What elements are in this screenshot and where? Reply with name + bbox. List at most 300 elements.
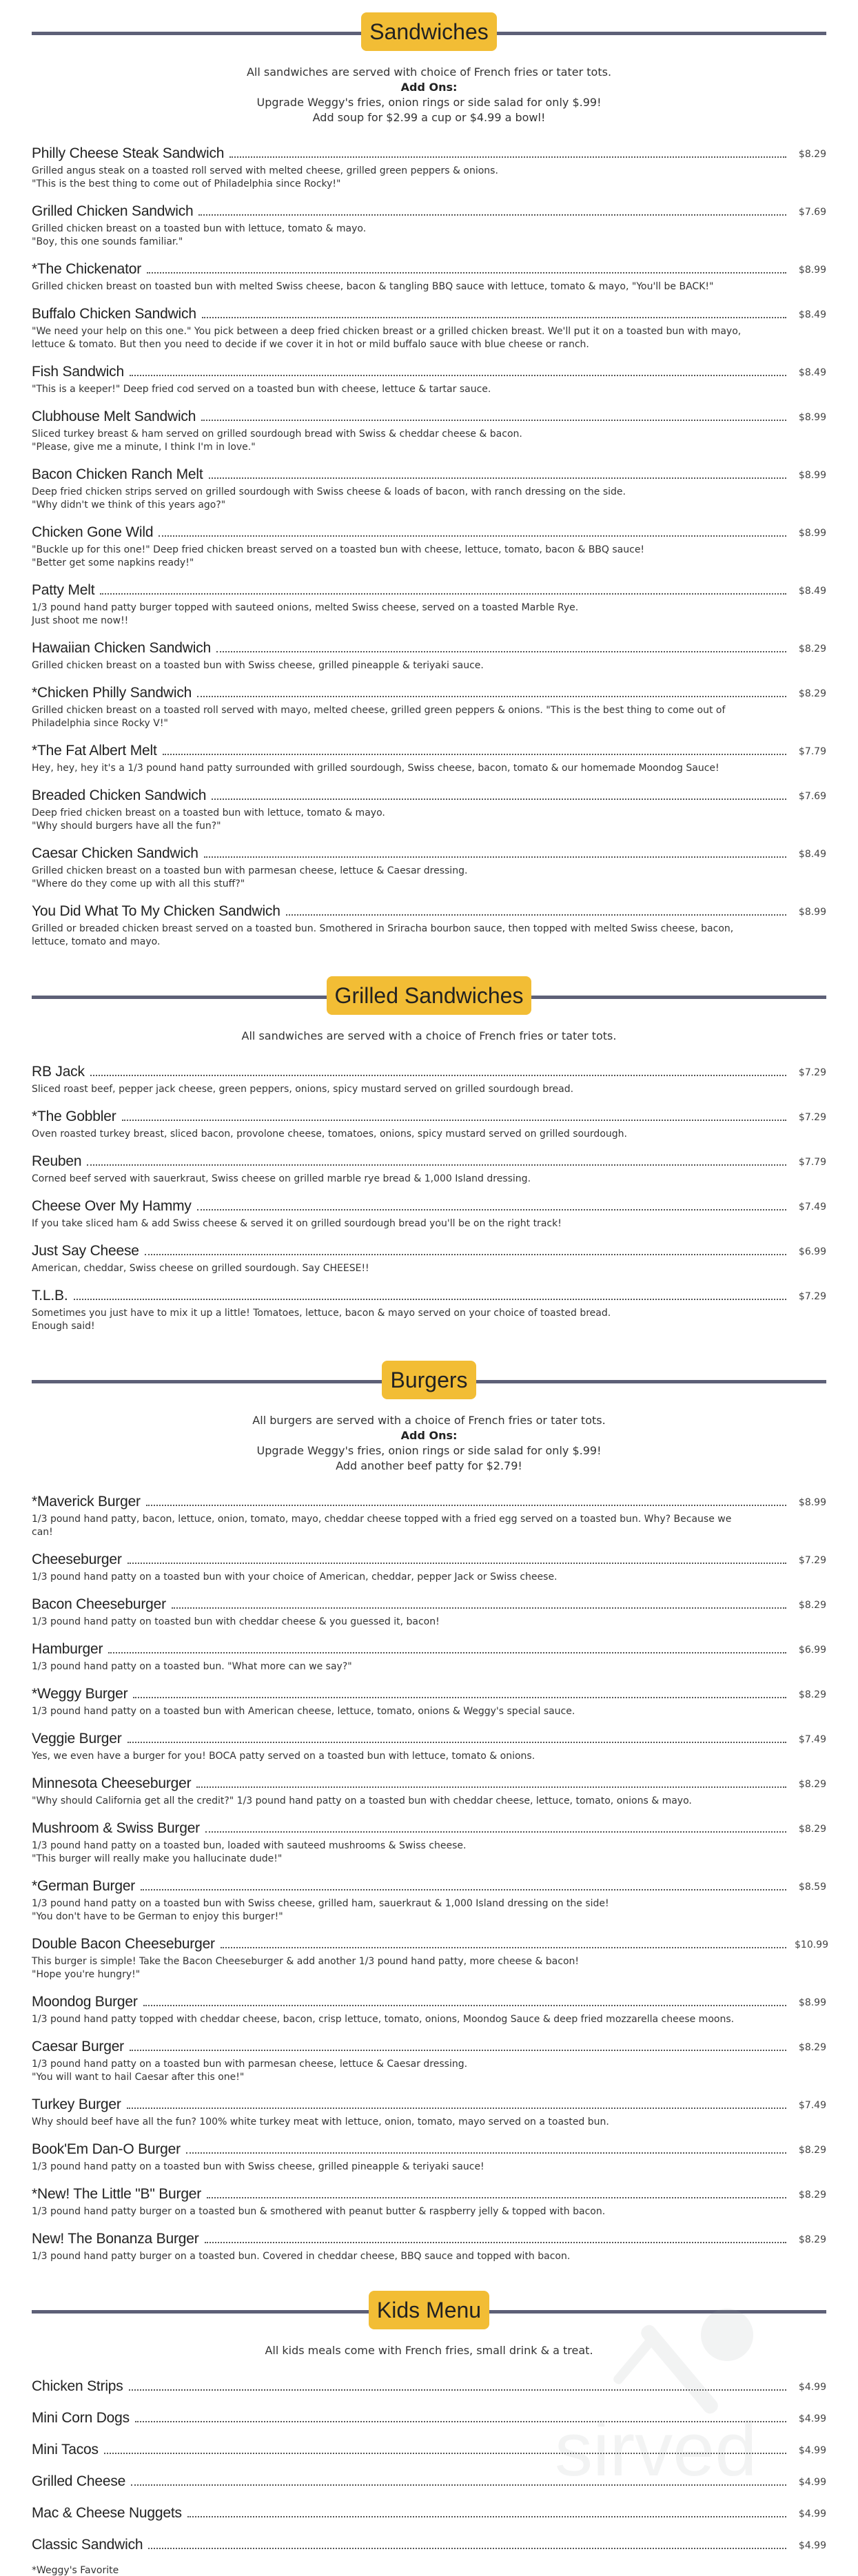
dotted-leader — [135, 2421, 786, 2422]
dotted-leader — [186, 2152, 786, 2154]
description-line: 1/3 pound hand patty on a toasted bun with Swiss cheese, grilled pineapple & teriyaki sauce! — [32, 2161, 484, 2172]
item-name: You Did What To My Chicken Sandwich — [32, 903, 280, 919]
menu-item-row — [32, 2409, 826, 2427]
description-line: lettuce & tomato. But then you need to decide if we cover it in hot or mild buffalo sauce with blue cheese or ranch. — [32, 339, 589, 350]
item-price: $8.99 — [798, 265, 826, 276]
item-description — [32, 1897, 826, 1924]
menu-item — [32, 742, 826, 775]
menu-page — [0, 12, 858, 2576]
dotted-leader — [147, 272, 786, 274]
description-line: 1/3 pound hand patty burger on a toasted bun. Covered in cheddar cheese, BBQ sauce and topped with bacon. — [32, 2251, 571, 2262]
item-name: Classic Sandwich — [32, 2537, 143, 2553]
intro-line: Add another beef patty for $2.79! — [336, 1459, 522, 1472]
item-name: Caesar Burger — [32, 2039, 124, 2054]
item-name: *The Fat Albert Melt — [32, 743, 157, 759]
description-line: "Buckle up for this one!" Deep fried chicken breast served on a toasted bun with cheese, lettuce, tomato, bacon & BBQ sauce! — [32, 544, 645, 555]
menu-item-row — [32, 2504, 826, 2522]
item-name: Philly Cheese Steak Sandwich — [32, 145, 225, 161]
description-line: "You don't have to be German to enjoy this burger!" — [32, 1911, 283, 1922]
menu-item — [32, 684, 826, 730]
item-description — [32, 486, 826, 512]
menu-item — [32, 2230, 826, 2263]
menu-item-row — [32, 1063, 826, 1081]
description-line: lettuce, tomato and mayo. — [32, 936, 161, 947]
item-name: Book'Em Dan-O Burger — [32, 2141, 181, 2157]
item-price: $7.29 — [798, 1291, 826, 1302]
description-line: American, cheddar, Swiss cheese on grilled sourdough. Say CHEESE!! — [32, 1263, 369, 1274]
dotted-leader — [159, 535, 786, 537]
menu-item — [32, 1153, 826, 1186]
item-price: $7.49 — [798, 2100, 826, 2111]
description-line: "Please, give me a minute, I think I'm in love." — [32, 442, 256, 453]
intro-line: All burgers are served with a choice of French fries or tater tots. — [252, 1414, 606, 1427]
item-name: Breaded Chicken Sandwich — [32, 787, 207, 803]
menu-item-row — [32, 203, 826, 220]
menu-item-row — [32, 787, 826, 805]
item-price: $4.99 — [798, 2477, 826, 2488]
dotted-leader — [229, 156, 786, 158]
description-line: Grilled chicken breast on a toasted bun with parmesan cheese, lettuce & Caesar dressing. — [32, 865, 468, 876]
description-line: Why should beef have all the fun? 100% white turkey meat with lettuce, onion, tomato, mayo served on a toasted bun. — [32, 2116, 609, 2127]
item-name: *Chicken Philly Sandwich — [32, 685, 192, 701]
menu-item — [32, 363, 826, 396]
menu-item-row — [32, 2378, 826, 2395]
menu-item-row — [32, 1820, 826, 1837]
description-line: 1/3 pound hand patty on toasted bun with cheddar cheese & you guessed it, bacon! — [32, 1616, 440, 1627]
item-price: $8.49 — [798, 849, 826, 860]
menu-item-row — [32, 363, 826, 381]
item-description — [32, 1128, 826, 1141]
description-line: 1/3 pound hand patty burger topped with sauteed onions, melted Swiss cheese, served on a toasted Marble Rye. — [32, 602, 579, 613]
menu-item — [32, 2185, 826, 2218]
description-line: "This burger will really make you hallucinate dude!" — [32, 1853, 283, 1864]
description-line: Sliced turkey breast & ham served on grilled sourdough bread with Swiss & cheddar cheese & bacon. — [32, 429, 522, 440]
dotted-leader — [202, 317, 786, 318]
intro-line: Upgrade Weggy's fries, onion rings or side salad for only $.99! — [256, 96, 602, 109]
dotted-leader — [146, 1505, 786, 1506]
intro-line: Add Ons: — [400, 81, 458, 94]
item-name: Fish Sandwich — [32, 364, 124, 380]
menu-item-row — [32, 639, 826, 657]
menu-item — [32, 1242, 826, 1275]
dotted-leader — [145, 1254, 786, 1255]
item-name: Just Say Cheese — [32, 1243, 139, 1259]
description-line: Deep fried chicken strips served on grilled sourdough with Swiss cheese & loads of bacon, with ranch dressing on the side. — [32, 486, 626, 497]
menu-item-row — [32, 466, 826, 484]
item-name: Cheese Over My Hammy — [32, 1198, 192, 1214]
item-name: Turkey Burger — [32, 2096, 121, 2112]
menu-item-row — [32, 1493, 826, 1511]
menu-items — [32, 2378, 826, 2554]
menu-item-row — [32, 2473, 826, 2491]
item-name: Double Bacon Cheeseburger — [32, 1936, 215, 1952]
description-line: Deep fried chicken breast on a toasted bun with lettuce, tomato & mayo. — [32, 807, 385, 818]
menu-item — [32, 1063, 826, 1096]
dotted-leader — [204, 856, 786, 858]
description-line: Corned beef served with sauerkraut, Swiss cheese on grilled marble rye bread & 1,000 Island dressing. — [32, 1173, 531, 1184]
menu-item-row — [32, 1596, 826, 1614]
section-title: Grilled Sandwiches — [327, 976, 532, 1015]
dotted-leader — [131, 2484, 786, 2486]
description-line: "Where do they come up with all this stuff?" — [32, 878, 245, 889]
description-line: Grilled chicken breast on a toasted roll served with mayo, melted cheese, grilled green peppers & onions. "This is the best thing to come out of — [32, 705, 726, 716]
item-name: Mac & Cheese Nuggets — [32, 2505, 182, 2521]
intro-line: All sandwiches are served with choice of French fries or tater tots. — [246, 65, 612, 79]
menu-item-row — [32, 684, 826, 702]
dotted-leader — [197, 1209, 786, 1210]
description-line: Enough said! — [32, 1321, 95, 1332]
dotted-leader — [127, 2108, 786, 2109]
description-line: Grilled chicken breast on a toasted bun with Swiss cheese, grilled pineapple & teriyaki sauce. — [32, 660, 484, 671]
menu-item-row — [32, 524, 826, 542]
menu-item-row — [32, 1242, 826, 1260]
item-description — [32, 1705, 826, 1718]
item-price: $4.99 — [798, 2413, 826, 2424]
menu-item — [32, 2141, 826, 2174]
item-price: $8.99 — [798, 1997, 826, 2008]
item-name: Mini Corn Dogs — [32, 2410, 130, 2426]
section-intro — [32, 1413, 826, 1474]
description-line: Grilled chicken breast on a toasted bun with lettuce, tomato & mayo. — [32, 223, 367, 234]
intro-line: All sandwiches are served with a choice of French fries or tater tots. — [241, 1029, 617, 1042]
menu-item-row — [32, 1197, 826, 1215]
description-line: "Hope you're hungry!" — [32, 1969, 141, 1980]
dotted-leader — [216, 651, 786, 652]
item-description — [32, 601, 826, 628]
menu-item — [32, 145, 826, 191]
dotted-leader — [129, 2389, 786, 2391]
item-price: $7.69 — [798, 791, 826, 802]
item-name: Caesar Chicken Sandwich — [32, 845, 198, 861]
dotted-leader — [130, 2050, 786, 2051]
menu-item — [32, 787, 826, 833]
item-price: $8.29 — [798, 2145, 826, 2156]
menu-item-row — [32, 145, 826, 163]
dotted-leader — [74, 1299, 787, 1300]
menu-item-row — [32, 1685, 826, 1703]
item-name: Clubhouse Melt Sandwich — [32, 409, 196, 424]
menu-item-row — [32, 2230, 826, 2248]
description-line: 1/3 pound hand patty on a toasted bun with Swiss cheese, grilled ham, sauerkraut & 1,000 Island dressing on the side! — [32, 1898, 609, 1909]
item-name: *The Gobbler — [32, 1109, 116, 1124]
item-name: T.L.B. — [32, 1288, 68, 1304]
item-description — [32, 2116, 826, 2129]
item-name: Grilled Chicken Sandwich — [32, 203, 194, 219]
item-price: $8.29 — [798, 1689, 826, 1700]
section-title: Sandwiches — [361, 12, 497, 51]
item-price: $6.99 — [798, 1645, 826, 1656]
menu-item — [32, 2038, 826, 2084]
item-price: $4.99 — [798, 2508, 826, 2520]
description-line: "This is the best thing to come out of Philadelphia since Rocky!" — [32, 178, 341, 189]
menu-item-row — [32, 2038, 826, 2056]
item-description — [32, 2205, 826, 2218]
item-description — [32, 865, 826, 891]
dotted-leader — [205, 2242, 787, 2243]
menu-item — [32, 1640, 826, 1673]
section-kids-menu — [0, 2291, 858, 2576]
item-price: $7.79 — [798, 746, 826, 757]
menu-item — [32, 1108, 826, 1141]
menu-item-row — [32, 1287, 826, 1305]
description-line: Just shoot me now!! — [32, 615, 129, 626]
item-price: $8.49 — [798, 309, 826, 320]
item-price: $7.29 — [798, 1067, 826, 1078]
item-name: Minnesota Cheeseburger — [32, 1775, 192, 1791]
item-price: $8.29 — [798, 2042, 826, 2053]
item-name: Cheeseburger — [32, 1552, 122, 1567]
item-price: $8.99 — [798, 412, 826, 423]
item-price: $8.29 — [798, 149, 826, 160]
section-title: Kids Menu — [369, 2291, 489, 2329]
dotted-leader — [141, 1889, 786, 1890]
menu-item-row — [32, 2536, 826, 2554]
item-description — [32, 762, 826, 775]
description-line: "Why should California get all the credit?" 1/3 pound hand patty on a toasted bun with cheddar cheese, lettuce, tomato, onions & mayo. — [32, 1795, 692, 1806]
item-price: $8.29 — [798, 1779, 826, 1790]
menu-item-row — [32, 742, 826, 760]
section-title: Burgers — [382, 1361, 476, 1399]
item-description — [32, 544, 826, 570]
item-description — [32, 1173, 826, 1186]
description-line: Sometimes you just have to mix it up a little! Tomatoes, lettuce, bacon & mayo served on your choice of toasted bread. — [32, 1308, 611, 1319]
item-description — [32, 1513, 826, 1539]
dotted-leader — [207, 2197, 786, 2198]
section-header — [32, 976, 826, 1018]
menu-items — [32, 1493, 826, 2263]
item-description — [32, 1217, 826, 1230]
menu-item-row — [32, 2441, 826, 2459]
menu-item-row — [32, 1730, 826, 1748]
menu-item-row — [32, 408, 826, 426]
menu-items — [32, 1063, 826, 1333]
menu-item — [32, 2536, 826, 2554]
item-description — [32, 428, 826, 454]
item-price: $8.49 — [798, 367, 826, 378]
menu-item — [32, 1877, 826, 1924]
item-description — [32, 2250, 826, 2263]
dotted-leader — [198, 214, 786, 216]
item-price: $4.99 — [798, 2540, 826, 2551]
description-line: This burger is simple! Take the Bacon Cheeseburger & add another 1/3 pound hand patty, more cheese & bacon! — [32, 1956, 580, 1967]
dotted-leader — [197, 696, 786, 697]
description-line: Hey, hey, hey it's a 1/3 pound hand patty surrounded with grilled sourdough, Swiss cheese, bacon, tomato & our homemade Moondog Sauce! — [32, 763, 719, 774]
item-price: $10.99 — [795, 1939, 828, 1950]
item-name: Patty Melt — [32, 582, 95, 598]
item-name: Hamburger — [32, 1641, 103, 1657]
item-description — [32, 1083, 826, 1096]
item-name: New! The Bonanza Burger — [32, 2231, 199, 2247]
description-line: Sliced roast beef, pepper jack cheese, green peppers, onions, spicy mustard served on grilled sourdough bread. — [32, 1084, 574, 1095]
description-line: 1/3 pound hand patty on a toasted bun, loaded with sauteed mushrooms & Swiss cheese. — [32, 1840, 467, 1851]
item-name: Mini Tacos — [32, 2442, 99, 2457]
item-price: $8.29 — [798, 1600, 826, 1611]
description-line: "You will want to hail Caesar after this one!" — [32, 2072, 245, 2083]
item-name: Moondog Burger — [32, 1994, 138, 2010]
item-name: *New! The Little "B" Burger — [32, 2186, 202, 2202]
menu-item-row — [32, 903, 826, 920]
menu-item-row — [32, 1108, 826, 1126]
menu-item — [32, 903, 826, 949]
menu-item — [32, 1685, 826, 1718]
section-grilled-sandwiches — [0, 976, 858, 1333]
item-description — [32, 1840, 826, 1866]
item-description — [32, 1750, 826, 1763]
menu-item — [32, 581, 826, 628]
dotted-leader — [108, 1652, 786, 1653]
menu-item-row — [32, 1640, 826, 1658]
item-name: Chicken Strips — [32, 2378, 123, 2394]
item-name: Reuben — [32, 1153, 82, 1169]
dotted-leader — [201, 420, 786, 421]
item-name: RB Jack — [32, 1064, 85, 1080]
description-line: 1/3 pound hand patty burger on a toasted bun & smothered with peanut butter & raspberry jelly & topped with bacon. — [32, 2206, 606, 2217]
dotted-leader — [127, 1563, 786, 1564]
description-line: 1/3 pound hand patty on a toasted bun with your choice of American, cheddar, pepper Jack or Swiss cheese. — [32, 1572, 558, 1583]
menu-item-row — [32, 1153, 826, 1171]
menu-item — [32, 2441, 826, 2459]
item-price: $4.99 — [798, 2445, 826, 2456]
dotted-leader — [87, 1164, 786, 1166]
dotted-leader — [205, 1831, 786, 1833]
item-description — [32, 1955, 826, 1981]
item-description — [32, 1262, 826, 1275]
description-line: "This is a keeper!" Deep fried cod served on a toasted bun with cheese, lettuce & tartar sauce. — [32, 384, 491, 395]
description-line: Philadelphia since Rocky V!" — [32, 718, 168, 729]
item-price: $8.29 — [798, 688, 826, 699]
item-description — [32, 2058, 826, 2084]
description-line: "We need your help on this one." You pick between a deep fried chicken breast or a grilled chicken breast. We'll put it on a toasted bun with mayo, — [32, 326, 742, 337]
menu-item — [32, 2409, 826, 2427]
menu-item — [32, 524, 826, 570]
menu-item — [32, 260, 826, 293]
menu-item-row — [32, 1877, 826, 1895]
description-line: "Boy, this one sounds familiar." — [32, 236, 183, 247]
menu-item — [32, 2473, 826, 2491]
item-description — [32, 2161, 826, 2174]
menu-item-row — [32, 581, 826, 599]
item-price: $7.49 — [798, 1202, 826, 1213]
dotted-leader — [122, 1120, 786, 1121]
item-price: $7.69 — [798, 207, 826, 218]
dotted-leader — [100, 593, 786, 595]
item-price: $7.29 — [798, 1555, 826, 1566]
item-description — [32, 1616, 826, 1629]
item-price: $8.49 — [798, 586, 826, 597]
section-header — [32, 2291, 826, 2332]
dotted-leader — [187, 2516, 786, 2517]
description-line: Grilled angus steak on a toasted roll served with melted cheese, grilled green peppers & onions. — [32, 165, 498, 176]
menu-item-row — [32, 2141, 826, 2158]
dotted-leader — [196, 1786, 786, 1788]
description-line: "Why should burgers have all the fun?" — [32, 821, 221, 832]
item-price: $6.99 — [798, 1246, 826, 1257]
item-description — [32, 923, 826, 949]
item-name: Mushroom & Swiss Burger — [32, 1820, 200, 1836]
section-intro — [32, 1029, 826, 1044]
item-description — [32, 280, 826, 293]
item-price: $8.29 — [798, 1824, 826, 1835]
item-price: $8.59 — [798, 1882, 826, 1893]
item-name: *The Chickenator — [32, 261, 142, 277]
item-price: $8.99 — [798, 528, 826, 539]
description-line: "Why didn't we think of this years ago?" — [32, 499, 226, 511]
dotted-leader — [133, 1697, 786, 1698]
item-description — [32, 1660, 826, 1673]
menu-item-row — [32, 1993, 826, 2011]
item-description — [32, 1307, 826, 1333]
menu-item-row — [32, 1551, 826, 1569]
menu-item — [32, 1993, 826, 2026]
item-name: *Weggy Burger — [32, 1686, 128, 1702]
watermark-text: sirved — [555, 2407, 757, 2492]
section-intro — [32, 65, 826, 125]
item-description — [32, 704, 826, 730]
description-line: 1/3 pound hand patty topped with cheddar cheese, bacon, crisp lettuce, tomato, onions, Moondog Sauce & deep fried mozzarella cheese moons. — [32, 2014, 735, 2025]
item-price: $8.99 — [798, 470, 826, 481]
item-description — [32, 383, 826, 396]
description-line: 1/3 pound hand patty on a toasted bun. "What more can we say?" — [32, 1661, 352, 1672]
section-sandwiches — [0, 12, 858, 949]
menu-item — [32, 639, 826, 672]
menu-item — [32, 1935, 826, 1981]
description-line: If you take sliced ham & add Swiss cheese & served it on grilled sourdough bread you'll be on the right track! — [32, 1218, 562, 1229]
item-name: Chicken Gone Wild — [32, 524, 154, 540]
menu-item — [32, 1775, 826, 1808]
menu-item-row — [32, 845, 826, 863]
intro-line: All kids meals come with French fries, small drink & a treat. — [265, 2344, 593, 2357]
description-line: Grilled or breaded chicken breast served on a toasted bun. Smothered in Sriracha bourbon sauce, then topped with melted Swiss cheese, bacon, — [32, 923, 734, 934]
intro-line: Add soup for $2.99 a cup or $4.99 a bowl! — [312, 111, 546, 124]
dotted-leader — [90, 1075, 786, 1076]
menu-item — [32, 1596, 826, 1629]
description-line: "Better get some napkins ready!" — [32, 557, 194, 568]
item-name: Bacon Chicken Ranch Melt — [32, 466, 203, 482]
item-price: $8.99 — [798, 907, 826, 918]
item-name: Hawaiian Chicken Sandwich — [32, 640, 211, 656]
menu-item-row — [32, 305, 826, 323]
menu-items — [32, 145, 826, 949]
menu-item-row — [32, 260, 826, 278]
section-header — [32, 12, 826, 54]
description-line: 1/3 pound hand patty on a toasted bun with American cheese, lettuce, tomato, onions & Weggy's special sauce. — [32, 1706, 575, 1717]
section-burgers — [0, 1361, 858, 2263]
favorite-footnote: *Weggy's Favorite — [32, 2565, 119, 2576]
item-price: $7.79 — [798, 1157, 826, 1168]
item-description — [32, 325, 826, 351]
dotted-leader — [130, 375, 786, 376]
section-header — [32, 1361, 826, 1402]
menu-item-row — [32, 2096, 826, 2114]
menu-item-row — [32, 1775, 826, 1793]
item-price: $8.99 — [798, 1497, 826, 1508]
item-name: Veggie Burger — [32, 1731, 122, 1746]
menu-item — [32, 2096, 826, 2129]
item-description — [32, 659, 826, 672]
menu-item-row — [32, 2185, 826, 2203]
item-description — [32, 2013, 826, 2026]
menu-item — [32, 203, 826, 249]
menu-item — [32, 305, 826, 351]
dotted-leader — [104, 2453, 786, 2454]
item-name: Grilled Cheese — [32, 2473, 126, 2489]
item-name: Bacon Cheeseburger — [32, 1596, 166, 1612]
description-line: 1/3 pound hand patty on a toasted bun with parmesan cheese, lettuce & Caesar dressing. — [32, 2059, 468, 2070]
item-name: *Maverick Burger — [32, 1494, 141, 1509]
menu-item — [32, 1493, 826, 1539]
menu-item-row — [32, 1935, 826, 1953]
dotted-leader — [172, 1607, 786, 1609]
